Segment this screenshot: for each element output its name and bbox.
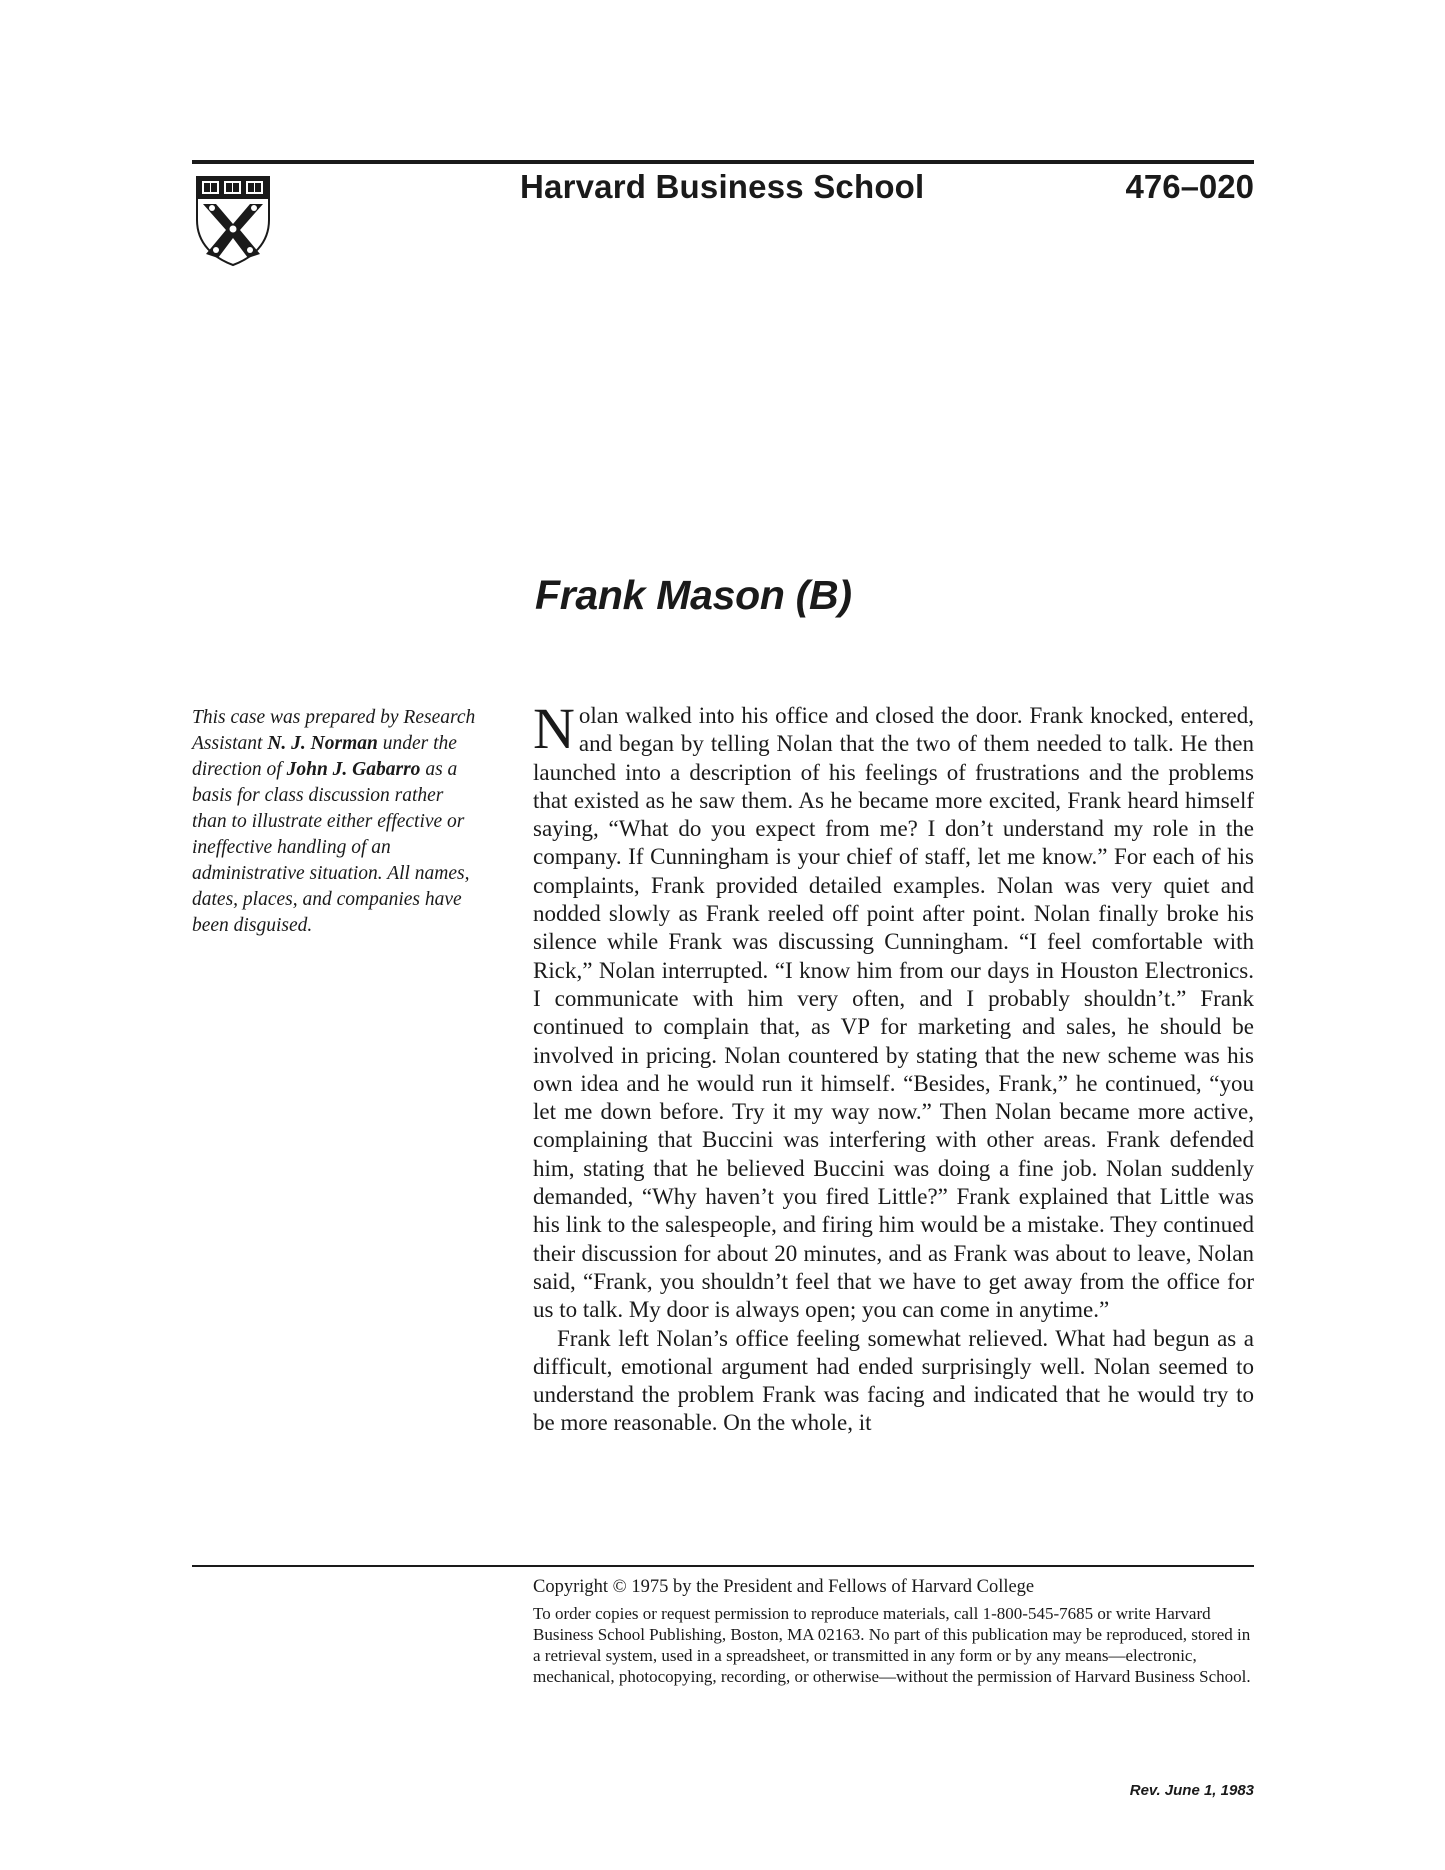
case-note (192, 705, 482, 939)
school-name: Harvard Business School (520, 168, 925, 205)
header-rule (192, 160, 1254, 164)
ordering-notice: To order copies or request permission to reproduce materials, call 1-800-545-7685 or write Harvard Business School Publishing, Boston, MA 02163. No part of this publication may be reproduced, stored in a retrieval system, used in a spreadsheet, or transmitted in any form or by any means—electronic, mechanical, photocopying, recording, or otherwise—without the permission of Harvard Business School. (533, 1604, 1251, 1686)
case-note-supervisor: John J. Gabarro (286, 759, 421, 780)
case-note-text: as a basis for class discussion rather than to illustrate either effective or ineffective handling of an administrative situation. All names, dates, places, and companies have been disguised. (192, 759, 470, 936)
case-note-author: N. J. Norman (267, 733, 378, 754)
revision-date: Rev. June 1, 1983 (1129, 1782, 1254, 1799)
body-paragraph-text: olan walked into his office and closed the door. Frank knocked, entered, and began by telling Nolan that the two of them needed to talk. He then launched into a description of his feelings of frustrations and the problems that existed as he saw them. As he became more excited, Frank heard himself saying, “What do you expect from me? I don’t understand my role in the company. If Cunningham is your chief of staff, let me know.” For each of his complaints, Frank provided detailed examples. Nolan was very quiet and nodded slowly as Frank reeled off point after point. Nolan finally broke his silence while Frank was discussing Cunningham. “I feel comfortable with Rick,” Nolan interrupted. “I know him from our days in Houston Electronics. I communicate with him very often, and I probably shouldn’t.” Frank continued to complain that, as VP for marketing and sales, he should be involved in pricing. Nolan countered by stating that the new scheme was his own idea and he would run it himself. “Besides, Frank,” he continued, “you let me down before. Try it my way now.” Then Nolan became more active, complaining that Buccini was interfering with other areas. Frank defended him, stating that he believed Buccini was doing a fine job. Nolan suddenly demanded, “Why haven’t you fired Little?” Frank explained that Little was his link to the salespeople, and firing him would be a mistake. They continued their discussion for about 20 minutes, and as Frank was about to leave, Nolan said, “Frank, you shouldn’t feel that we have to get away from the office for us to talk. My door is always open; you can come in anytime.” (533, 703, 1254, 1323)
copyright-line: Copyright © 1975 by the President and Fellows of Harvard College (533, 1577, 1035, 1597)
case-body (533, 696, 1254, 1438)
body-paragraph (533, 696, 1254, 1325)
page-title: Frank Mason (B) (535, 572, 852, 618)
case-note-text: under the direction of (192, 733, 457, 780)
hbs-shield-icon (194, 174, 272, 268)
footer-rule (192, 1565, 1254, 1567)
drop-cap: N (533, 696, 575, 761)
body-paragraph: Frank left Nolan’s office feeling somewhat relieved. What had begun as a difficult, emotional argument had ended surprisingly well. Nolan seemed to understand the problem Frank was facing and indicated that he would try to be more reasonable. On the whole, it (533, 1325, 1254, 1436)
case-number: 476–020 (1125, 168, 1254, 205)
case-note-text: This case was prepared by Research Assistant (192, 707, 476, 754)
